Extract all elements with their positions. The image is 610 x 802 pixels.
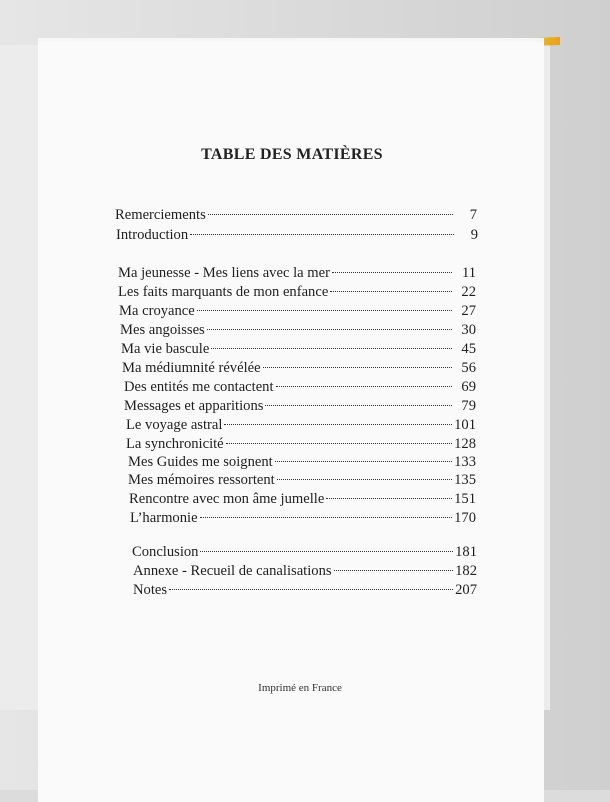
toc-entry-page: 101 [454,417,476,433]
toc-entry-label: Messages et apparitions [124,398,264,414]
toc-entry [121,340,476,358]
toc-entry-page: 27 [461,303,476,319]
toc-entry-page: 181 [455,544,477,560]
toc-entry [124,378,476,396]
toc-entry-page: 207 [455,582,477,598]
dot-leader [211,348,452,349]
toc-entry-label: Introduction [116,227,189,243]
toc-entry-label: Des entités me contactent [124,379,274,395]
toc-entry [133,562,477,580]
toc-entry-page: 56 [461,360,476,376]
toc-entry-page: 79 [461,398,476,414]
dot-leader [334,570,453,571]
page-title: TABLE DES MATIÈRES [201,146,383,163]
toc-entry-label: L’harmonie [130,510,198,526]
dot-leader [332,272,452,273]
dot-leader [326,498,452,499]
toc-entry [128,453,476,471]
toc-entry [126,416,476,434]
toc-entry-page: 9 [470,227,478,243]
toc-entry [119,302,476,320]
toc-entry-page: 69 [461,379,476,395]
dot-leader [330,291,452,292]
dot-leader [276,386,452,387]
dot-leader [197,310,452,311]
toc-entry-label: Conclusion [132,544,199,560]
toc-entry [122,359,476,377]
toc-entry-label: Mes mémoires ressortent [128,472,275,488]
toc-entry-label: Ma médiumnité révélée [122,360,261,376]
toc-entry [130,509,476,527]
toc-entry [116,226,478,244]
toc-entry-label: Rencontre avec mon âme jumelle [129,491,325,507]
toc-entry [133,581,477,599]
dot-leader [200,551,453,552]
toc-entry-label: La synchronicité [126,436,224,452]
toc-entry-label: Ma vie bascule [121,341,210,357]
toc-entry-label: Ma jeunesse - Mes liens avec la mer [118,265,330,281]
toc-entry-label: Mes Guides me soignent [128,454,273,470]
dot-leader [224,424,452,425]
dot-leader [226,443,452,444]
toc-entry [118,283,476,301]
dot-leader [207,329,452,330]
toc-entry-label: Notes [133,582,168,598]
toc-entry-page: 45 [461,341,476,357]
toc-entry-page: 11 [461,265,476,281]
toc-entry-label: Remerciements [115,207,206,223]
toc-entry [128,471,476,489]
toc-entry-label: Ma croyance [119,303,195,319]
toc-entry-page: 22 [461,284,476,300]
toc-entry-page: 7 [469,207,477,223]
dot-leader [200,517,452,518]
toc-entry-page: 30 [461,322,476,338]
toc-entry-page: 170 [454,510,476,526]
dot-leader [265,405,452,406]
dot-leader [277,479,452,480]
dot-leader [169,589,453,590]
toc-entry [118,264,476,282]
dot-leader [208,214,453,215]
toc-entry-label: Mes angoisses [120,322,205,338]
toc-entry [124,397,476,415]
dot-leader [275,461,452,462]
printed-in-note: Imprimé en France [258,682,342,694]
dot-leader [263,367,452,368]
toc-entry [129,490,476,508]
toc-entry [132,543,477,561]
toc-entry-page: 151 [454,491,476,507]
toc-entry-page: 135 [454,472,476,488]
toc-entry-page: 182 [455,563,477,579]
toc-entry [120,321,476,339]
toc-entry [115,206,477,224]
dot-leader [190,234,454,235]
toc-entry-label: Les faits marquants de mon enfance [118,284,329,300]
toc-entry-page: 133 [454,454,476,470]
toc-entry-label: Le voyage astral [126,417,223,433]
toc-entry [126,435,476,453]
toc-entry-label: Annexe - Recueil de canalisations [133,563,332,579]
toc-entry-page: 128 [454,436,476,452]
